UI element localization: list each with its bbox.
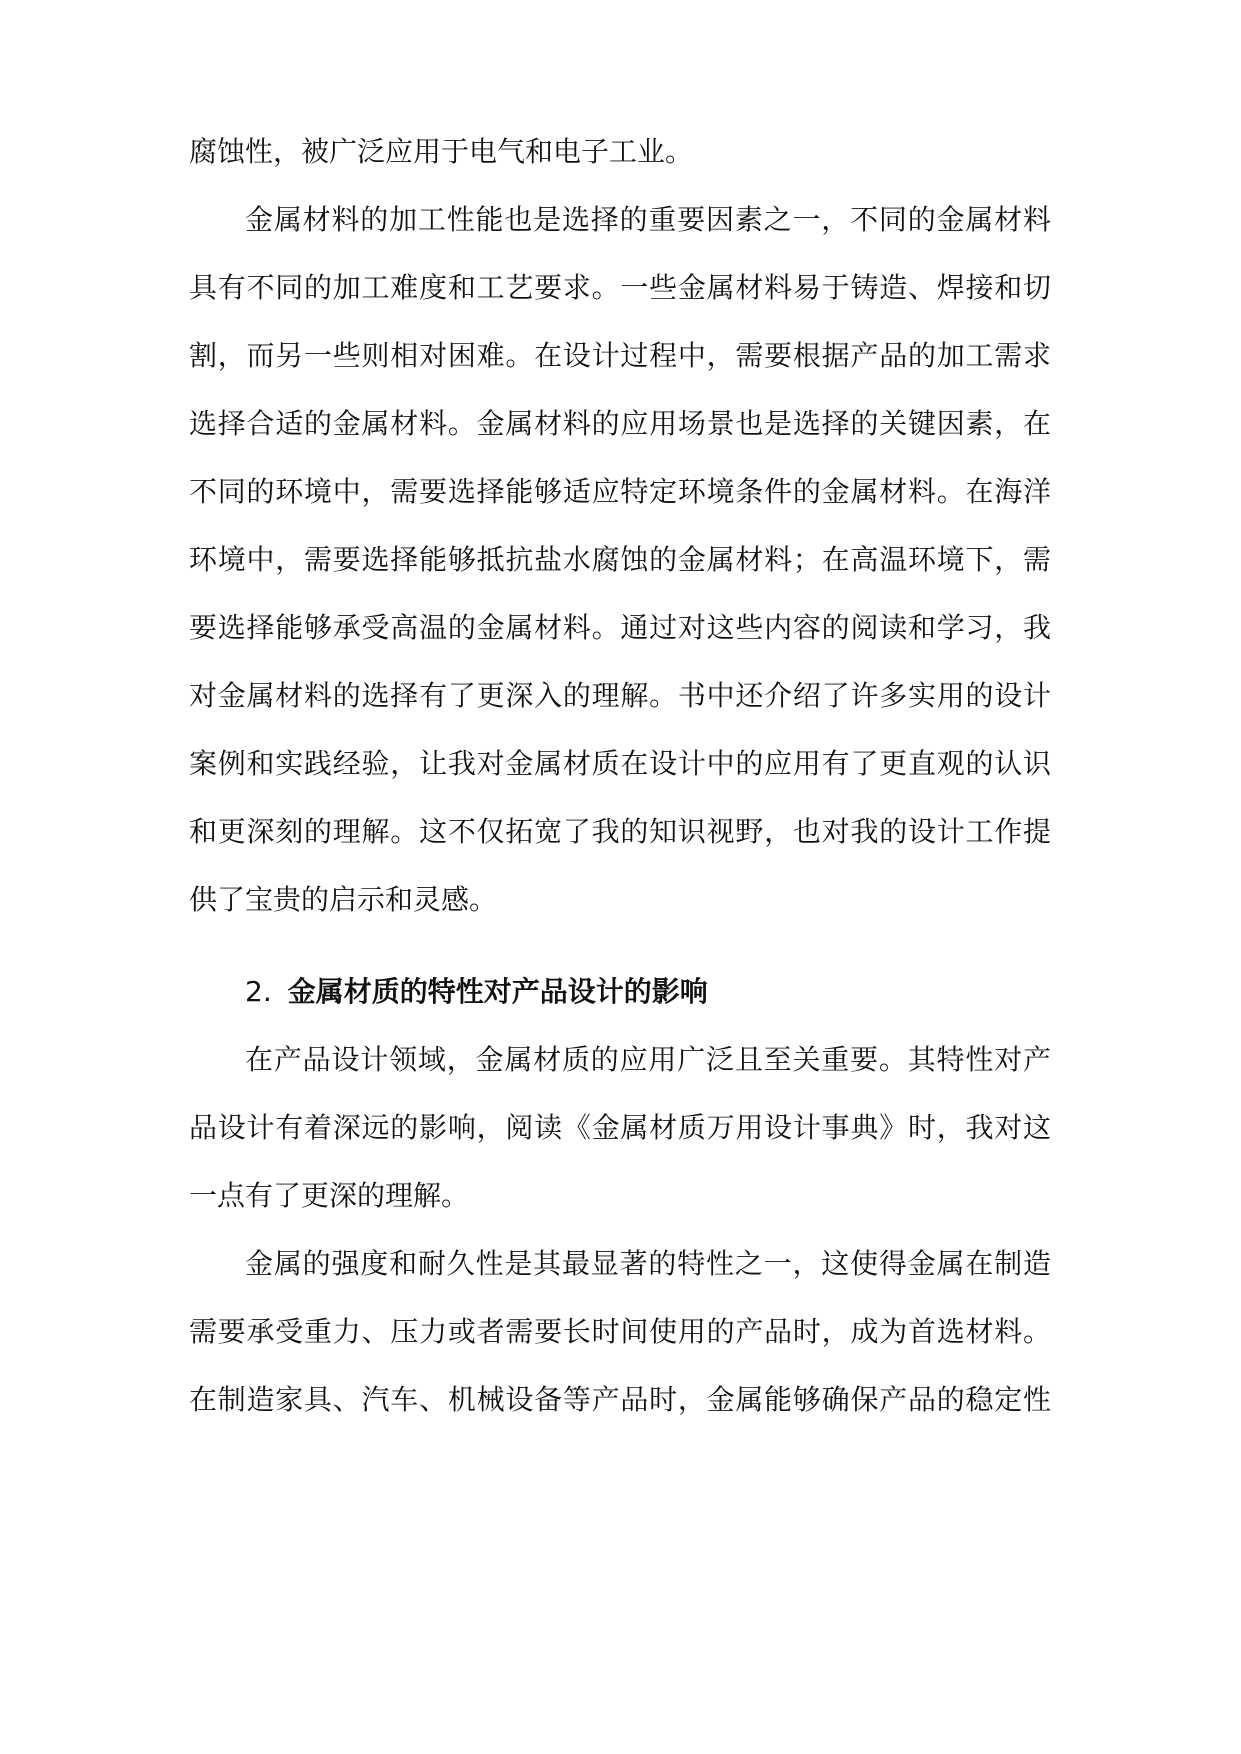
paragraph-1-line-1: 腐蚀性，被广泛应用于电气和电子工业。 — [189, 135, 694, 168]
document-page — [189, 0, 1051, 1754]
paragraph-2-line-2: 具有不同的加工难度和工艺要求。一些金属材料易于铸造、焊接和切 — [189, 271, 1051, 304]
paragraph-2-line-4: 选择合适的金属材料。金属材料的应用场景也是选择的关键因素，在 — [189, 407, 1051, 440]
paragraph-4-line-3: 在制造家具、汽车、机械设备等产品时，金属能够确保产品的稳定性 — [189, 1383, 1051, 1416]
paragraph-2-line-7: 要选择能够承受高温的金属材料。通过对这些内容的阅读和学习，我 — [189, 611, 1051, 644]
section-heading — [245, 972, 708, 1012]
paragraph-2-line-1: 金属材料的加工性能也是选择的重要因素之一，不同的金属材料 — [245, 203, 1051, 236]
paragraph-2-line-10: 和更深刻的理解。这不仅拓宽了我的知识视野，也对我的设计工作提 — [189, 815, 1051, 848]
paragraph-2-line-9: 案例和实践经验，让我对金属材质在设计中的应用有了更直观的认识 — [189, 747, 1051, 780]
paragraph-2-line-6: 环境中，需要选择能够抵抗盐水腐蚀的金属材料；在高温环境下，需 — [189, 543, 1051, 576]
paragraph-2-line-11: 供了宝贵的启示和灵感。 — [189, 883, 498, 916]
paragraph-2-line-3: 割，而另一些则相对困难。在设计过程中，需要根据产品的加工需求 — [189, 339, 1051, 372]
paragraph-2-line-8: 对金属材料的选择有了更深入的理解。书中还介绍了许多实用的设计 — [189, 679, 1051, 712]
paragraph-3-line-3: 一点有了更深的理解。 — [189, 1179, 470, 1212]
paragraph-2-line-5: 不同的环境中，需要选择能够适应特定环境条件的金属材料。在海洋 — [189, 475, 1051, 508]
paragraph-4-line-1: 金属的强度和耐久性是其最显著的特性之一，这使得金属在制造 — [245, 1247, 1051, 1280]
paragraph-3-line-2: 品设计有着深远的影响，阅读《金属材质万用设计事典》时，我对这 — [189, 1111, 1051, 1144]
section-title: 金属材质的特性对产品设计的影响 — [287, 975, 708, 1008]
paragraph-3-line-1: 在产品设计领域，金属材质的应用广泛且至关重要。其特性对产 — [245, 1043, 1051, 1076]
section-number: 2. — [245, 975, 272, 1008]
paragraph-4-line-2: 需要承受重力、压力或者需要长时间使用的产品时，成为首选材料。 — [189, 1315, 1051, 1348]
